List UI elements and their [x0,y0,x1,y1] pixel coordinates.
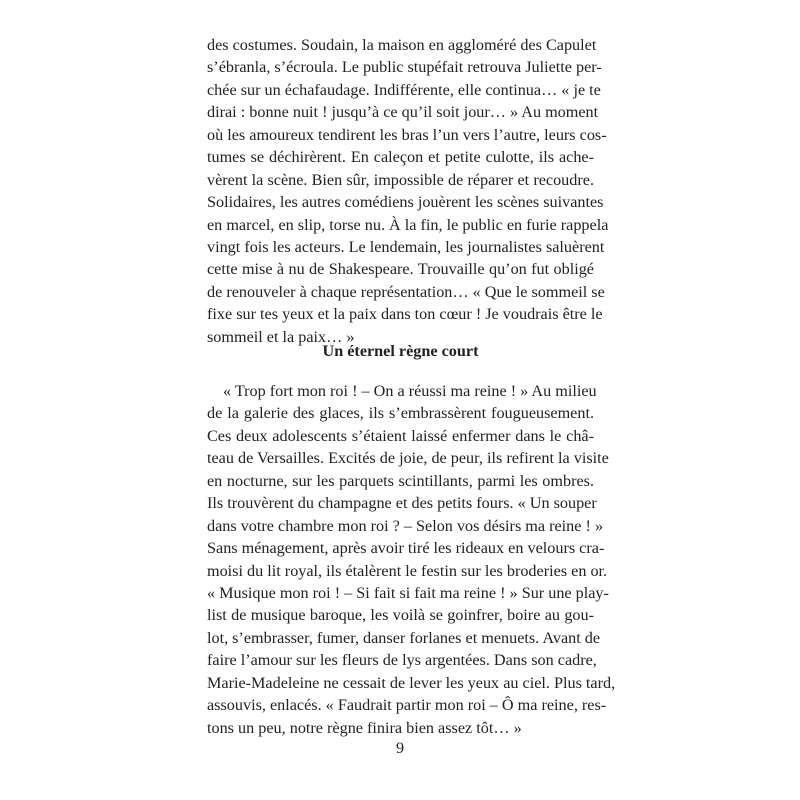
text-line: « Trop fort mon roi ! – On a réussi ma reine ! » Au milieu [223,382,597,400]
text-line: des costumes. Soudain, la maison en aggloméré des Capulet [207,36,597,54]
text-line: cette mise à nu de Shakespeare. Trouvaille qu’on fut obligé [207,260,594,279]
paragraph-2 [207,380,616,739]
text-line: Ils trouvèrent du champagne et des petits fours. « Un souper [207,494,597,513]
text-line: sommeil et la paix… » [207,327,355,346]
text-line: Sans ménagement, après avoir tiré les rideaux en velours cra- [207,539,605,558]
text-line: vèrent la scène. Bien sûr, impossible de réparer et recoudre. [207,170,594,189]
text-line: vingt fois les acteurs. Le lendemain, les journalistes saluèrent [207,237,605,256]
text-line: où les amoureux tendirent les bras l’un vers l’autre, leurs cos- [207,125,607,144]
text-line: en marcel, en slip, torse nu. À la fin, le public en furie rappela [207,215,609,234]
page-number: 9 [395,739,405,757]
text-line: s’ébranla, s’écroula. Le public stupéfait retrouva Juliette per- [207,58,602,77]
text-line: dirai : bonne nuit ! jusqu’à ce qu’il soit jour… » Au moment [207,103,599,122]
text-line: Ces deux adolescents s’étaient laissé enfermer dans le châ- [207,426,594,445]
text-line: chée sur un échafaudage. Indifférente, elle continua… « je te [207,80,601,99]
text-line: tons un peu, notre règne finira bien assez tôt… » [207,718,522,737]
text-line: lot, s’embrasser, fumer, danser forlanes et menuets. Avant de [207,628,601,647]
text-line: dans votre chambre mon roi ? – Selon vos désirs ma reine ! » [207,516,604,535]
text-line: Solidaires, les autres comédiens jouèrent les scènes suivantes [207,193,604,212]
text-line: moisi du lit royal, ils étalèrent le festin sur les broderies en or. [207,561,608,580]
section-heading: Un éternel règne court [322,342,479,360]
text-line: tumes se déchirèrent. En caleçon et petite culotte, ils ache- [207,148,594,167]
text-line: en nocturne, sur les parquets scintillants, parmi les ombres. [207,471,594,490]
text-line: fixe sur tes yeux et la paix dans ton cœur ! Je voudrais être le [207,305,603,324]
text-line: faire l’amour sur les fleurs de lys argentées. Dans son cadre, [207,651,597,670]
text-line: teau de Versailles. Excités de joie, de peur, ils refirent la visite [207,449,609,468]
text-line: de renouveler à chaque représentation… « Que le sommeil se [207,282,605,301]
text-line: list de musique baroque, les voilà se goinfrer, boire au gou- [207,606,594,625]
text-line: Marie-Madeleine ne cessait de lever les yeux au ciel. Plus tard, [207,673,616,692]
paragraph-1 [207,34,609,348]
text-line: de la galerie des glaces, ils s’embrassèrent fougueusement. [207,404,594,423]
text-line: « Musique mon roi ! – Si fait si fait ma reine ! » Sur une play- [207,583,609,602]
text-line: assouvis, enlacés. « Faudrait partir mon roi – Ô ma reine, res- [207,696,607,715]
